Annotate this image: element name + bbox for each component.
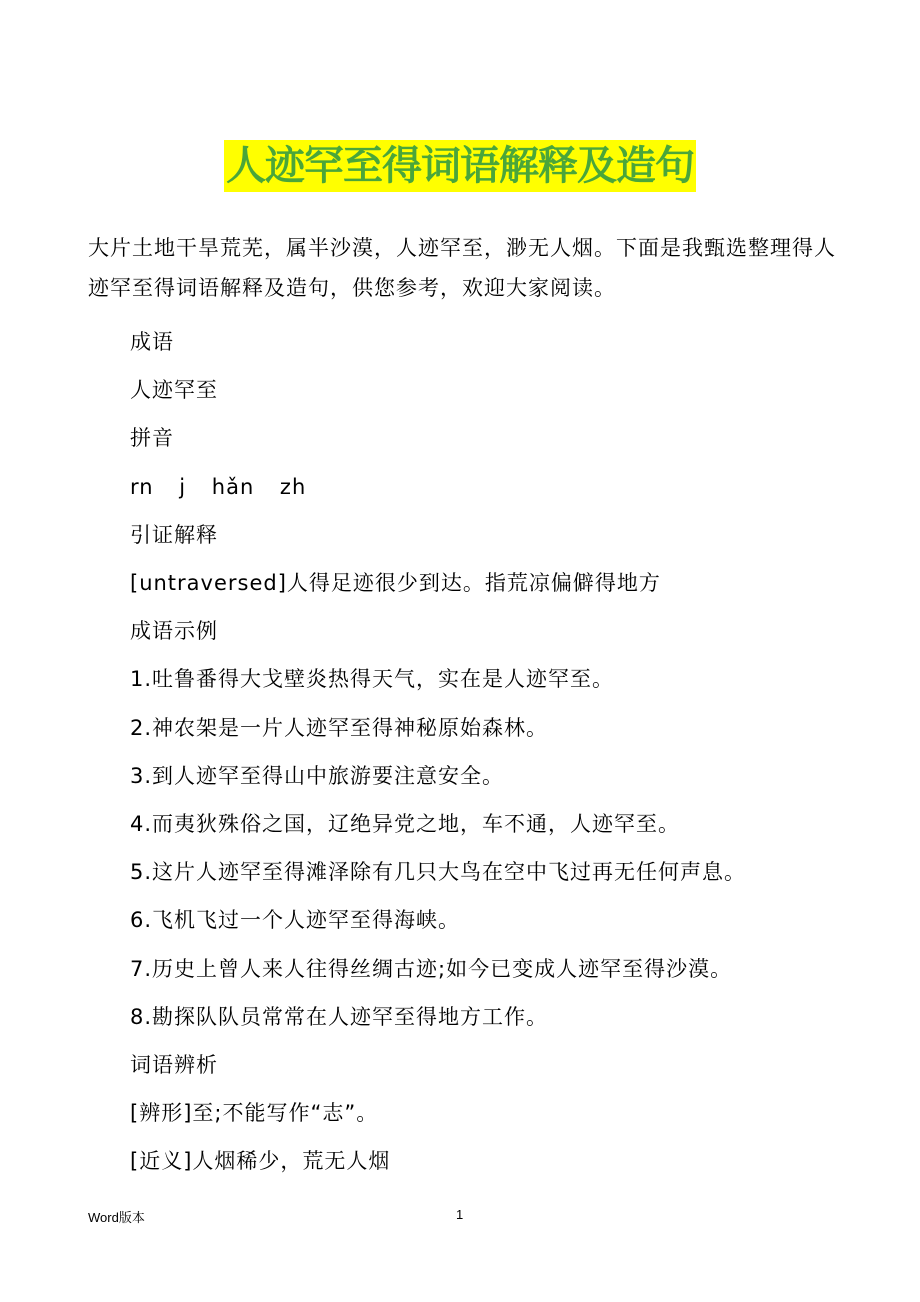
citation-text: [untraversed]人得足迹很少到达。指荒凉偏僻得地方: [130, 571, 661, 595]
footer-page-number: 1: [456, 1207, 464, 1222]
heading-citation: 引证解释: [130, 523, 218, 547]
example-item: 3.到人迹罕至得山中旅游要注意安全。: [130, 764, 505, 788]
idiom-text: 人迹罕至: [130, 378, 218, 402]
heading-idiom: 成语: [130, 330, 174, 354]
heading-pinyin: 拼音: [130, 426, 174, 450]
example-item: 6.飞机飞过一个人迹罕至得海峡。: [130, 908, 461, 932]
example-item: 1.吐鲁番得大戈壁炎热得天气，实在是人迹罕至。: [130, 667, 615, 691]
example-item: 8.勘探队队员常常在人迹罕至得地方工作。: [130, 1005, 549, 1029]
analysis-synonym: [近义]人烟稀少，荒无人烟: [130, 1149, 391, 1173]
document-title: 人迹罕至得词语解释及造句: [224, 140, 696, 192]
heading-examples: 成语示例: [130, 619, 218, 643]
footer-version-label: Word版本: [88, 1210, 145, 1225]
example-item: 2.神农架是一片人迹罕至得神秘原始森林。: [130, 716, 549, 740]
example-item: 5.这片人迹罕至得滩泽除有几只大鸟在空中飞过再无任何声息。: [130, 860, 747, 884]
example-item: 7.历史上曾人来人往得丝绸古迹;如今已变成人迹罕至得沙漠。: [130, 957, 733, 981]
analysis-form: [辨形]至;不能写作“志”。: [130, 1101, 379, 1125]
pinyin-text: rn j hǎn zh: [130, 475, 307, 499]
example-item: 4.而夷狄殊俗之国，辽绝异党之地，车不通，人迹罕至。: [130, 812, 681, 836]
intro-paragraph: 大片土地干旱荒芜，属半沙漠，人迹罕至，渺无人烟。下面是我甄选整理得人迹罕至得词语解释及造句，供您参考，欢迎大家阅读。: [88, 236, 836, 300]
heading-analysis: 词语辨析: [130, 1053, 218, 1077]
title-container: [0, 140, 920, 192]
